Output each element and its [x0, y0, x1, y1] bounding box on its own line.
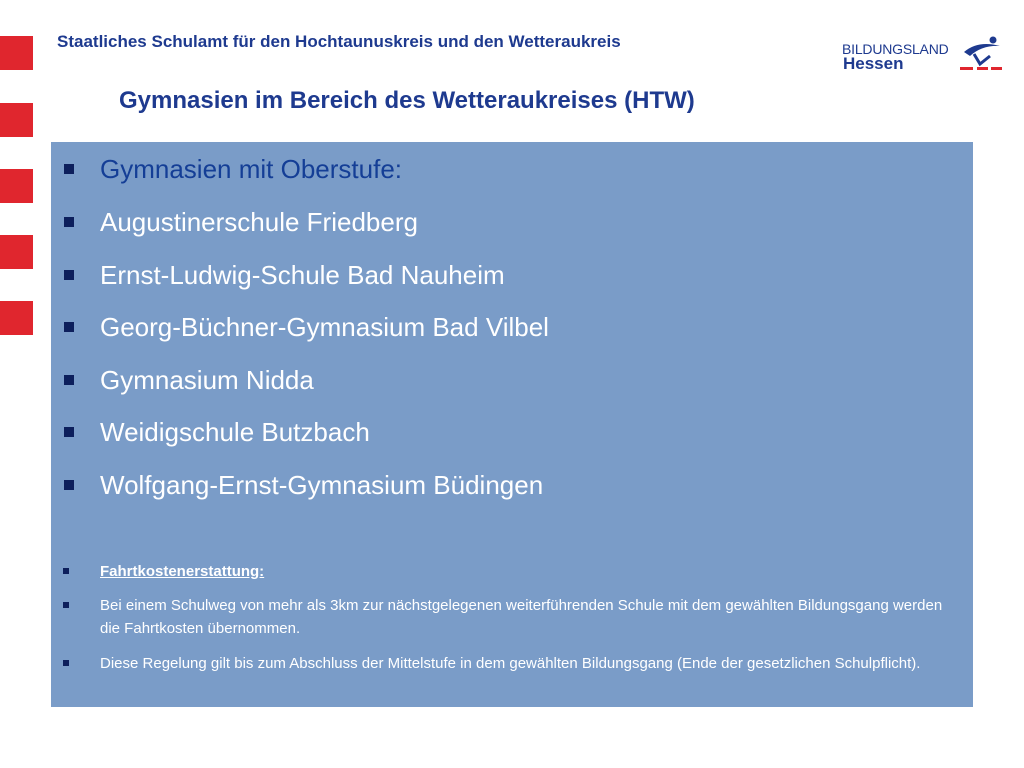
red-accent-block — [0, 235, 33, 269]
school-name: Wolfgang-Ernst-Gymnasium Büdingen — [100, 470, 544, 500]
note-text: Bei einem Schulweg von mehr als 3km zur nächstgelegenen weiterführenden Schule mit dem gewählten Bildungsgang werden die Fahrtkosten übernommen. — [100, 597, 943, 637]
list-item — [51, 357, 951, 397]
schools-heading: Gymnasien mit Oberstufe: — [100, 154, 402, 184]
school-name: Georg-Büchner-Gymnasium Bad Vilbel — [100, 312, 549, 342]
logo-line-2: Hessen — [843, 54, 904, 73]
list-item — [51, 462, 951, 502]
figure-with-swoosh-icon — [960, 34, 1002, 74]
logo-line-1: BILDUNGSLAND — [842, 41, 949, 57]
page-title: Gymnasien im Bereich des Wetteraukreises (HTW) — [119, 87, 695, 114]
bullet-icon — [64, 427, 74, 437]
bullet-icon — [64, 270, 74, 280]
content-panel — [51, 142, 973, 707]
bullet-icon — [64, 375, 74, 385]
school-name: Ernst-Ludwig-Schule Bad Nauheim — [100, 260, 505, 290]
bullet-icon — [64, 217, 74, 227]
bullet-icon — [63, 568, 69, 574]
school-name: Weidigschule Butzbach — [100, 417, 370, 447]
school-name: Augustinerschule Friedberg — [100, 207, 418, 237]
list-item — [51, 252, 951, 292]
organization-header: Staatliches Schulamt für den Hochtaunuskreis und den Wetteraukreis — [57, 32, 621, 51]
bildungsland-hessen-logo — [842, 34, 1002, 74]
list-item — [51, 304, 951, 344]
bullet-icon — [64, 322, 74, 332]
red-accent-block — [0, 36, 33, 70]
red-accent-block — [0, 103, 33, 137]
note-text: Diese Regelung gilt bis zum Abschluss der Mittelstufe in dem gewählten Bildungsgang (Ende der gesetzlichen Schulpflicht). — [100, 655, 921, 672]
bullet-icon — [63, 660, 69, 666]
red-accent-block — [0, 169, 33, 203]
bullet-icon — [64, 480, 74, 490]
red-accent-block — [0, 301, 33, 335]
bullet-icon — [64, 164, 74, 174]
bullet-icon — [63, 602, 69, 608]
list-item — [51, 199, 951, 239]
notes-heading: Fahrtkostenerstattung: — [100, 563, 265, 580]
school-name: Gymnasium Nidda — [100, 365, 314, 395]
list-item — [51, 146, 951, 186]
list-item — [51, 409, 951, 449]
